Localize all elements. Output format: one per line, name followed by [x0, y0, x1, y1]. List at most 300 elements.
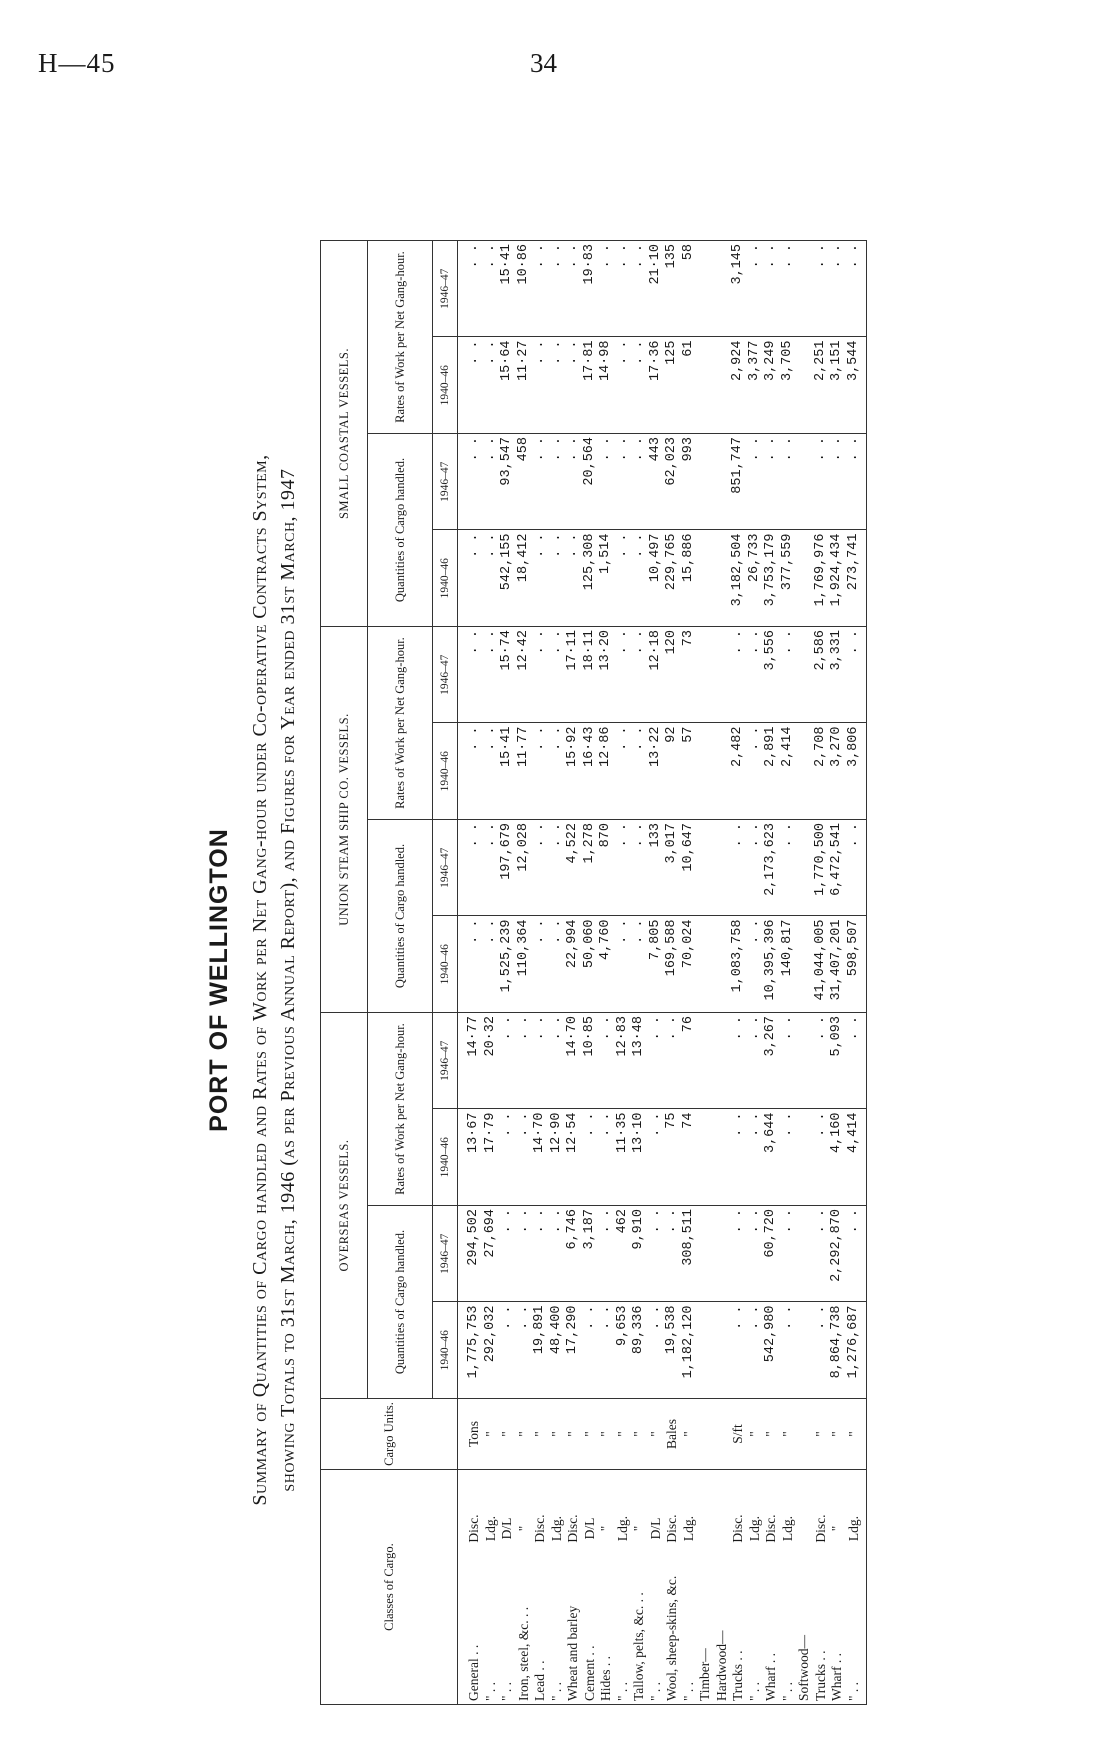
cargo-unit-cell: S/ft — [730, 1399, 747, 1470]
table-row — [598, 241, 615, 1705]
table-row — [846, 241, 867, 1705]
operation-cell: D/L — [648, 1470, 665, 1588]
value-cell: . . — [747, 1206, 764, 1303]
header-year: 1946–47 — [433, 1013, 458, 1110]
value-cell: 542,155 — [499, 530, 516, 627]
value-cell: . . — [730, 1206, 747, 1303]
cargo-class-cell: " . . — [780, 1587, 797, 1705]
value-cell: 2,586 — [813, 627, 830, 724]
value-cell: . . — [829, 241, 846, 338]
value-cell: . . — [516, 1109, 533, 1206]
value-cell — [714, 1302, 731, 1399]
value-cell: 10·86 — [516, 241, 533, 338]
value-cell: 12,028 — [516, 820, 533, 917]
value-cell: 12·18 — [648, 627, 665, 724]
value-cell: 1,276,687 — [846, 1302, 867, 1399]
value-cell — [714, 820, 731, 917]
value-cell: 110,364 — [516, 916, 533, 1013]
table-row — [747, 241, 764, 1705]
cargo-summary-table — [320, 240, 867, 1705]
value-cell — [796, 434, 813, 531]
value-cell: . . — [648, 1109, 665, 1206]
value-cell: 2,414 — [780, 723, 797, 820]
value-cell: 1,514 — [598, 530, 615, 627]
value-cell: . . — [846, 241, 867, 338]
value-cell: . . — [549, 337, 566, 434]
value-cell: 18,412 — [516, 530, 533, 627]
table-row — [763, 241, 780, 1705]
operation-cell: Disc. — [565, 1470, 582, 1588]
value-cell: 93,547 — [499, 434, 516, 531]
value-cell: . . — [499, 1013, 516, 1110]
value-cell: . . — [458, 916, 483, 1013]
value-cell: . . — [516, 1302, 533, 1399]
cargo-class-cell: General . . — [458, 1587, 483, 1705]
operation-cell: " — [631, 1470, 648, 1588]
operation-cell: Disc. — [730, 1470, 747, 1588]
value-cell: . . — [565, 530, 582, 627]
cargo-unit-cell: " — [483, 1399, 500, 1470]
value-cell: . . — [730, 627, 747, 724]
header-union-steam-ship-vessels: UNION STEAM SHIP CO. VESSELS. — [321, 627, 368, 1013]
value-cell: . . — [598, 1302, 615, 1399]
cargo-class-cell: " . . — [549, 1587, 566, 1705]
value-cell: . . — [780, 820, 797, 917]
cargo-unit-cell: " — [813, 1399, 830, 1470]
value-cell: . . — [780, 1302, 797, 1399]
cargo-unit-cell — [697, 1399, 714, 1470]
value-cell: 14·98 — [598, 337, 615, 434]
value-cell: 3,544 — [846, 337, 867, 434]
value-cell: . . — [829, 434, 846, 531]
value-cell: 2,708 — [813, 723, 830, 820]
value-cell: . . — [813, 434, 830, 531]
value-cell: 15·41 — [499, 241, 516, 338]
value-cell: . . — [615, 337, 632, 434]
value-cell: 17·81 — [582, 337, 599, 434]
value-cell: . . — [549, 530, 566, 627]
value-cell: . . — [565, 434, 582, 531]
operation-cell: Ldg. — [681, 1470, 698, 1588]
value-cell — [714, 1109, 731, 1206]
value-cell: 11·35 — [615, 1109, 632, 1206]
value-cell: . . — [549, 434, 566, 531]
value-cell: 458 — [516, 434, 533, 531]
cargo-class-cell: Wharf . . — [763, 1587, 780, 1705]
value-cell: 13·22 — [648, 723, 665, 820]
value-cell: 62,023 — [664, 434, 681, 531]
value-cell — [796, 820, 813, 917]
cargo-unit-cell: " — [532, 1399, 549, 1470]
value-cell: . . — [631, 627, 648, 724]
value-cell: . . — [813, 1013, 830, 1110]
value-cell: 12·86 — [598, 723, 615, 820]
value-cell — [697, 627, 714, 724]
table-row — [813, 241, 830, 1705]
value-cell: 1,775,753 — [458, 1302, 483, 1399]
document-subtitle-line1: Summary of Quantities of Cargo handled and Rates of Work per Net Gang-hour under Co-operative Contracts System, — [249, 454, 271, 1506]
table-row — [796, 241, 813, 1705]
value-cell: . . — [598, 241, 615, 338]
operation-cell — [796, 1470, 813, 1588]
value-cell: 60,720 — [763, 1206, 780, 1303]
value-cell: . . — [763, 241, 780, 338]
cargo-unit-cell: " — [631, 1399, 648, 1470]
value-cell: 4,522 — [565, 820, 582, 917]
operation-cell: Disc. — [763, 1470, 780, 1588]
cargo-unit-cell: " — [582, 1399, 599, 1470]
value-cell — [714, 1206, 731, 1303]
value-cell: . . — [549, 723, 566, 820]
value-cell: . . — [549, 241, 566, 338]
value-cell: . . — [516, 1206, 533, 1303]
header-year: 1946–47 — [433, 1206, 458, 1303]
table-row — [714, 241, 731, 1705]
value-cell — [697, 434, 714, 531]
value-cell — [714, 337, 731, 434]
value-cell: 21·10 — [648, 241, 665, 338]
value-cell: . . — [549, 820, 566, 917]
header-quantities: Quantities of Cargo handled. — [368, 1206, 433, 1399]
value-cell: . . — [458, 530, 483, 627]
value-cell: 11·77 — [516, 723, 533, 820]
value-cell — [697, 723, 714, 820]
value-cell: . . — [813, 1109, 830, 1206]
table-row — [681, 241, 698, 1705]
cargo-unit-cell: " — [747, 1399, 764, 1470]
value-cell: 3,753,179 — [763, 530, 780, 627]
header-year: 1940–46 — [433, 723, 458, 820]
header-classes-of-cargo: Classes of Cargo. — [321, 1470, 458, 1705]
value-cell: . . — [747, 820, 764, 917]
value-cell: 2,891 — [763, 723, 780, 820]
header-year: 1946–47 — [433, 241, 458, 338]
cargo-unit-cell: " — [829, 1399, 846, 1470]
operation-cell: Ldg. — [483, 1470, 500, 1588]
cargo-unit-cell: " — [648, 1399, 665, 1470]
cargo-class-cell: Lead . . — [532, 1587, 549, 1705]
value-cell: . . — [615, 627, 632, 724]
cargo-class-cell: " . . — [681, 1587, 698, 1705]
value-cell: . . — [813, 1206, 830, 1303]
cargo-class-cell: Hardwood— — [714, 1587, 731, 1705]
cargo-unit-cell: " — [499, 1399, 516, 1470]
operation-cell: Ldg. — [615, 1470, 632, 1588]
value-cell: 542,980 — [763, 1302, 780, 1399]
cargo-class-cell: " . . — [846, 1587, 867, 1705]
value-cell: 1,278 — [582, 820, 599, 917]
value-cell: 17·36 — [648, 337, 665, 434]
value-cell: 3,270 — [829, 723, 846, 820]
header-rates: Rates of Work per Net Gang-hour. — [368, 627, 433, 820]
value-cell: 13·20 — [598, 627, 615, 724]
cargo-unit-cell: " — [763, 1399, 780, 1470]
value-cell: 14·70 — [532, 1109, 549, 1206]
value-cell: . . — [549, 1206, 566, 1303]
value-cell: 1,770,500 — [813, 820, 830, 917]
value-cell: . . — [780, 1206, 797, 1303]
value-cell: 20,564 — [582, 434, 599, 531]
value-cell: 308,511 — [681, 1206, 698, 1303]
value-cell — [714, 916, 731, 1013]
value-cell: . . — [598, 1013, 615, 1110]
value-cell: 17·79 — [483, 1109, 500, 1206]
cargo-class-cell: Cement . . — [582, 1587, 599, 1705]
value-cell: 3,249 — [763, 337, 780, 434]
value-cell: 12·83 — [615, 1013, 632, 1110]
table-row — [664, 241, 681, 1705]
value-cell — [714, 627, 731, 724]
value-cell: . . — [483, 530, 500, 627]
table-row — [697, 241, 714, 1705]
value-cell — [697, 1109, 714, 1206]
cargo-unit-cell: " — [549, 1399, 566, 1470]
value-cell: . . — [499, 1206, 516, 1303]
value-cell: . . — [483, 241, 500, 338]
operation-cell: Disc. — [813, 1470, 830, 1588]
rotated-table-page — [205, 235, 1065, 1725]
value-cell — [796, 337, 813, 434]
value-cell: 4,760 — [598, 916, 615, 1013]
header-small-coastal-vessels: SMALL COASTAL VESSELS. — [321, 241, 368, 627]
value-cell: 3,017 — [664, 820, 681, 917]
value-cell: 14·77 — [458, 1013, 483, 1110]
table-row — [615, 241, 632, 1705]
table-row — [549, 241, 566, 1705]
value-cell — [796, 1109, 813, 1206]
value-cell: 2,251 — [813, 337, 830, 434]
header-year: 1940–46 — [433, 530, 458, 627]
cargo-unit-cell: " — [681, 1399, 698, 1470]
cargo-class-cell: Wharf . . — [829, 1587, 846, 1705]
value-cell: . . — [813, 241, 830, 338]
value-cell: . . — [565, 337, 582, 434]
value-cell: . . — [532, 627, 549, 724]
value-cell: 10,497 — [648, 530, 665, 627]
value-cell: . . — [631, 916, 648, 1013]
value-cell: . . — [747, 241, 764, 338]
value-cell: . . — [747, 434, 764, 531]
value-cell: 8,864,738 — [829, 1302, 846, 1399]
value-cell: 3,377 — [747, 337, 764, 434]
value-cell: . . — [532, 916, 549, 1013]
cargo-unit-cell — [796, 1399, 813, 1470]
value-cell: 2,924 — [730, 337, 747, 434]
value-cell: 1,769,976 — [813, 530, 830, 627]
header-year: 1940–46 — [433, 337, 458, 434]
value-cell — [714, 434, 731, 531]
cargo-class-cell: " . . — [648, 1587, 665, 1705]
value-cell: . . — [747, 916, 764, 1013]
value-cell: . . — [763, 434, 780, 531]
value-cell: 19·83 — [582, 241, 599, 338]
header-year: 1940–46 — [433, 916, 458, 1013]
cargo-class-cell: " . . — [499, 1587, 516, 1705]
value-cell: 19,891 — [532, 1302, 549, 1399]
value-cell: 125 — [664, 337, 681, 434]
operation-cell: Disc. — [532, 1470, 549, 1588]
value-cell: 15·74 — [499, 627, 516, 724]
value-cell: 120 — [664, 627, 681, 724]
value-cell — [697, 1206, 714, 1303]
value-cell: 5,093 — [829, 1013, 846, 1110]
header-cargo-units: Cargo Units. — [321, 1399, 458, 1470]
cargo-unit-cell: " — [598, 1399, 615, 1470]
value-cell: 13·48 — [631, 1013, 648, 1110]
value-cell: 1,525,239 — [499, 916, 516, 1013]
value-cell: 73 — [681, 627, 698, 724]
value-cell — [796, 241, 813, 338]
value-cell: 598,507 — [846, 916, 867, 1013]
value-cell: 12·54 — [565, 1109, 582, 1206]
table-row — [829, 241, 846, 1705]
value-cell: . . — [730, 1302, 747, 1399]
value-cell — [697, 530, 714, 627]
value-cell: 15·41 — [499, 723, 516, 820]
cargo-class-cell: Wheat and barley — [565, 1587, 582, 1705]
value-cell: 15·64 — [499, 337, 516, 434]
document-title: PORT OF WELLINGTON — [205, 828, 233, 1132]
value-cell: 12·90 — [549, 1109, 566, 1206]
value-cell: 13·10 — [631, 1109, 648, 1206]
value-cell: . . — [747, 627, 764, 724]
value-cell: 125,308 — [582, 530, 599, 627]
value-cell: . . — [780, 241, 797, 338]
table-row — [631, 241, 648, 1705]
value-cell: 19,538 — [664, 1302, 681, 1399]
value-cell: 16·43 — [582, 723, 599, 820]
table-row — [516, 241, 533, 1705]
value-cell: 61 — [681, 337, 698, 434]
value-cell: . . — [631, 723, 648, 820]
value-cell: . . — [846, 627, 867, 724]
value-cell: 76 — [681, 1013, 698, 1110]
table-row — [458, 241, 483, 1705]
value-cell — [714, 241, 731, 338]
operation-cell: D/L — [499, 1470, 516, 1588]
value-cell: . . — [747, 1302, 764, 1399]
value-cell — [697, 337, 714, 434]
value-cell: 10·85 — [582, 1013, 599, 1110]
value-cell: . . — [648, 1206, 665, 1303]
page-identifier: H—45 — [38, 48, 116, 78]
cargo-class-cell: Softwood— — [796, 1587, 813, 1705]
header-rates: Rates of Work per Net Gang-hour. — [368, 241, 433, 434]
value-cell: . . — [730, 820, 747, 917]
table-row — [532, 241, 549, 1705]
value-cell — [714, 723, 731, 820]
cargo-class-cell: Iron, steel, &c. . . — [516, 1587, 533, 1705]
value-cell: 27,694 — [483, 1206, 500, 1303]
value-cell: 462 — [615, 1206, 632, 1303]
value-cell: . . — [458, 434, 483, 531]
table-body — [458, 241, 867, 1705]
value-cell: . . — [458, 723, 483, 820]
value-cell: . . — [747, 723, 764, 820]
value-cell: 75 — [664, 1109, 681, 1206]
value-cell: 851,747 — [730, 434, 747, 531]
value-cell: . . — [780, 627, 797, 724]
header-rates: Rates of Work per Net Gang-hour. — [368, 1013, 433, 1206]
value-cell: . . — [846, 1013, 867, 1110]
table-row — [483, 241, 500, 1705]
value-cell: 993 — [681, 434, 698, 531]
value-cell: . . — [780, 434, 797, 531]
value-cell: . . — [516, 1013, 533, 1110]
value-cell — [714, 530, 731, 627]
value-cell — [796, 530, 813, 627]
value-cell: . . — [483, 627, 500, 724]
cargo-unit-cell: Tons — [458, 1399, 483, 1470]
value-cell — [697, 1013, 714, 1110]
value-cell: . . — [458, 627, 483, 724]
value-cell: . . — [458, 241, 483, 338]
value-cell: 17,290 — [565, 1302, 582, 1399]
header-quantities: Quantities of Cargo handled. — [368, 820, 433, 1013]
value-cell: . . — [631, 241, 648, 338]
value-cell: . . — [483, 723, 500, 820]
value-cell: . . — [483, 434, 500, 531]
value-cell — [697, 241, 714, 338]
value-cell: 6,472,541 — [829, 820, 846, 917]
value-cell: . . — [846, 434, 867, 531]
value-cell — [796, 1013, 813, 1110]
value-cell: 197,679 — [499, 820, 516, 917]
value-cell: . . — [780, 1013, 797, 1110]
value-cell: . . — [631, 337, 648, 434]
cargo-unit-cell: " — [780, 1399, 797, 1470]
value-cell: 13·67 — [458, 1109, 483, 1206]
header-year: 1946–47 — [433, 627, 458, 724]
cargo-class-cell: Wool, sheep-skins, &c. — [664, 1587, 681, 1705]
value-cell: 3,556 — [763, 627, 780, 724]
cargo-class-cell: Trucks . . — [730, 1587, 747, 1705]
operation-cell: " — [516, 1470, 533, 1588]
operation-cell: Ldg. — [846, 1470, 867, 1588]
value-cell: 273,741 — [846, 530, 867, 627]
value-cell: . . — [532, 723, 549, 820]
value-cell: 2,482 — [730, 723, 747, 820]
value-cell: 377,559 — [780, 530, 797, 627]
value-cell: . . — [846, 820, 867, 917]
value-cell: 10,395,396 — [763, 916, 780, 1013]
value-cell: . . — [730, 1109, 747, 1206]
value-cell: 3,145 — [730, 241, 747, 338]
value-cell: . . — [483, 337, 500, 434]
cargo-class-cell: Timber— — [697, 1587, 714, 1705]
value-cell: 15,886 — [681, 530, 698, 627]
value-cell: 74 — [681, 1109, 698, 1206]
value-cell: 4,160 — [829, 1109, 846, 1206]
value-cell: . . — [648, 1013, 665, 1110]
value-cell: . . — [615, 723, 632, 820]
value-cell: . . — [532, 337, 549, 434]
cargo-unit-cell: " — [516, 1399, 533, 1470]
value-cell — [714, 1013, 731, 1110]
operation-cell — [697, 1470, 714, 1588]
value-cell: 26,733 — [747, 530, 764, 627]
value-cell: . . — [483, 820, 500, 917]
value-cell: . . — [582, 1109, 599, 1206]
value-cell: 294,502 — [458, 1206, 483, 1303]
cargo-unit-cell: " — [565, 1399, 582, 1470]
value-cell: 17·11 — [565, 627, 582, 724]
cargo-unit-cell: " — [846, 1399, 867, 1470]
header-year: 1940–46 — [433, 1302, 458, 1399]
table-row — [499, 241, 516, 1705]
table-row — [780, 241, 797, 1705]
value-cell: . . — [483, 916, 500, 1013]
